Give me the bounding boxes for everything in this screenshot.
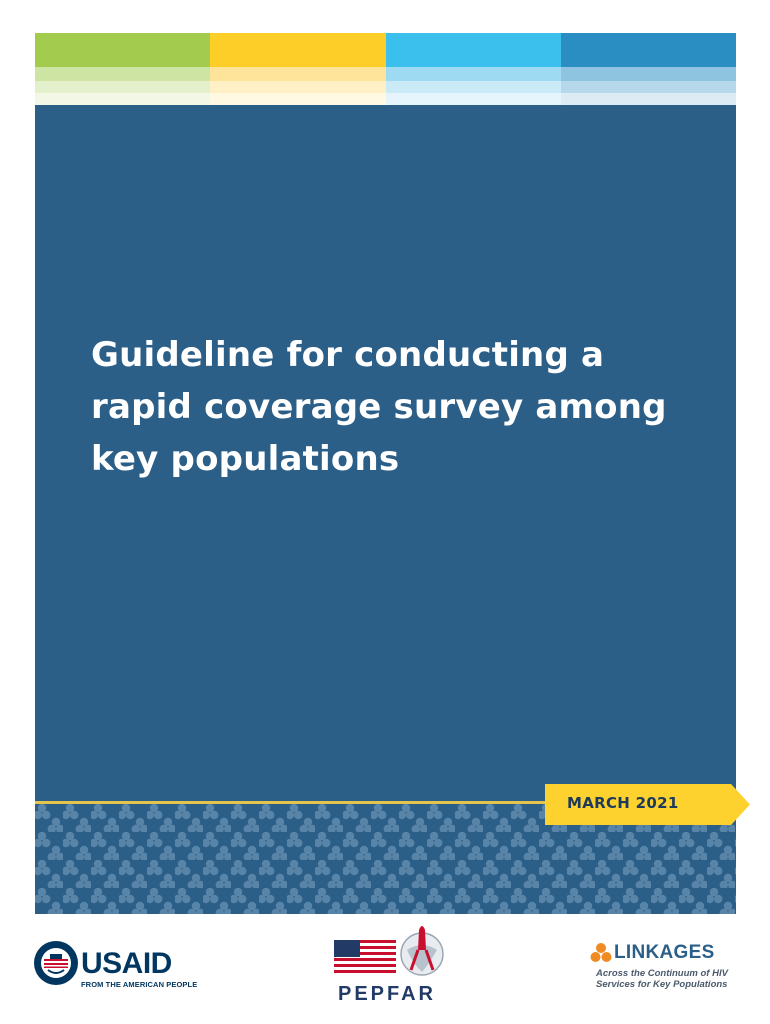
cover-panel <box>35 105 736 803</box>
pepfar-emblem-icon <box>327 920 447 982</box>
color-band-row <box>35 67 736 81</box>
color-bands <box>35 33 736 105</box>
pepfar-wordmark: PEPFAR <box>337 983 437 1005</box>
color-band-row <box>35 81 736 93</box>
usaid-wordmark: USAID <box>81 947 172 980</box>
pepfar-logo <box>327 920 447 1015</box>
color-band-row <box>35 93 736 105</box>
linkages-logo <box>590 928 760 998</box>
publication-date: MARCH 2021 <box>567 794 679 812</box>
usaid-tagline: FROM THE AMERICAN PEOPLE <box>81 980 198 989</box>
linkages-wordmark: LINKAGES <box>614 942 715 963</box>
linkages-mark-icon <box>590 942 612 964</box>
date-tag <box>545 784 750 825</box>
sponsor-logos <box>0 914 770 1024</box>
linkages-tagline: Across the Continuum of HIV Services for Key Populations <box>596 968 728 990</box>
usaid-logo <box>33 926 203 996</box>
usaid-seal-icon <box>33 940 79 986</box>
document-title: Guideline for conducting a rapid coverage survey among key populations <box>91 335 667 479</box>
color-band-row <box>35 33 736 67</box>
